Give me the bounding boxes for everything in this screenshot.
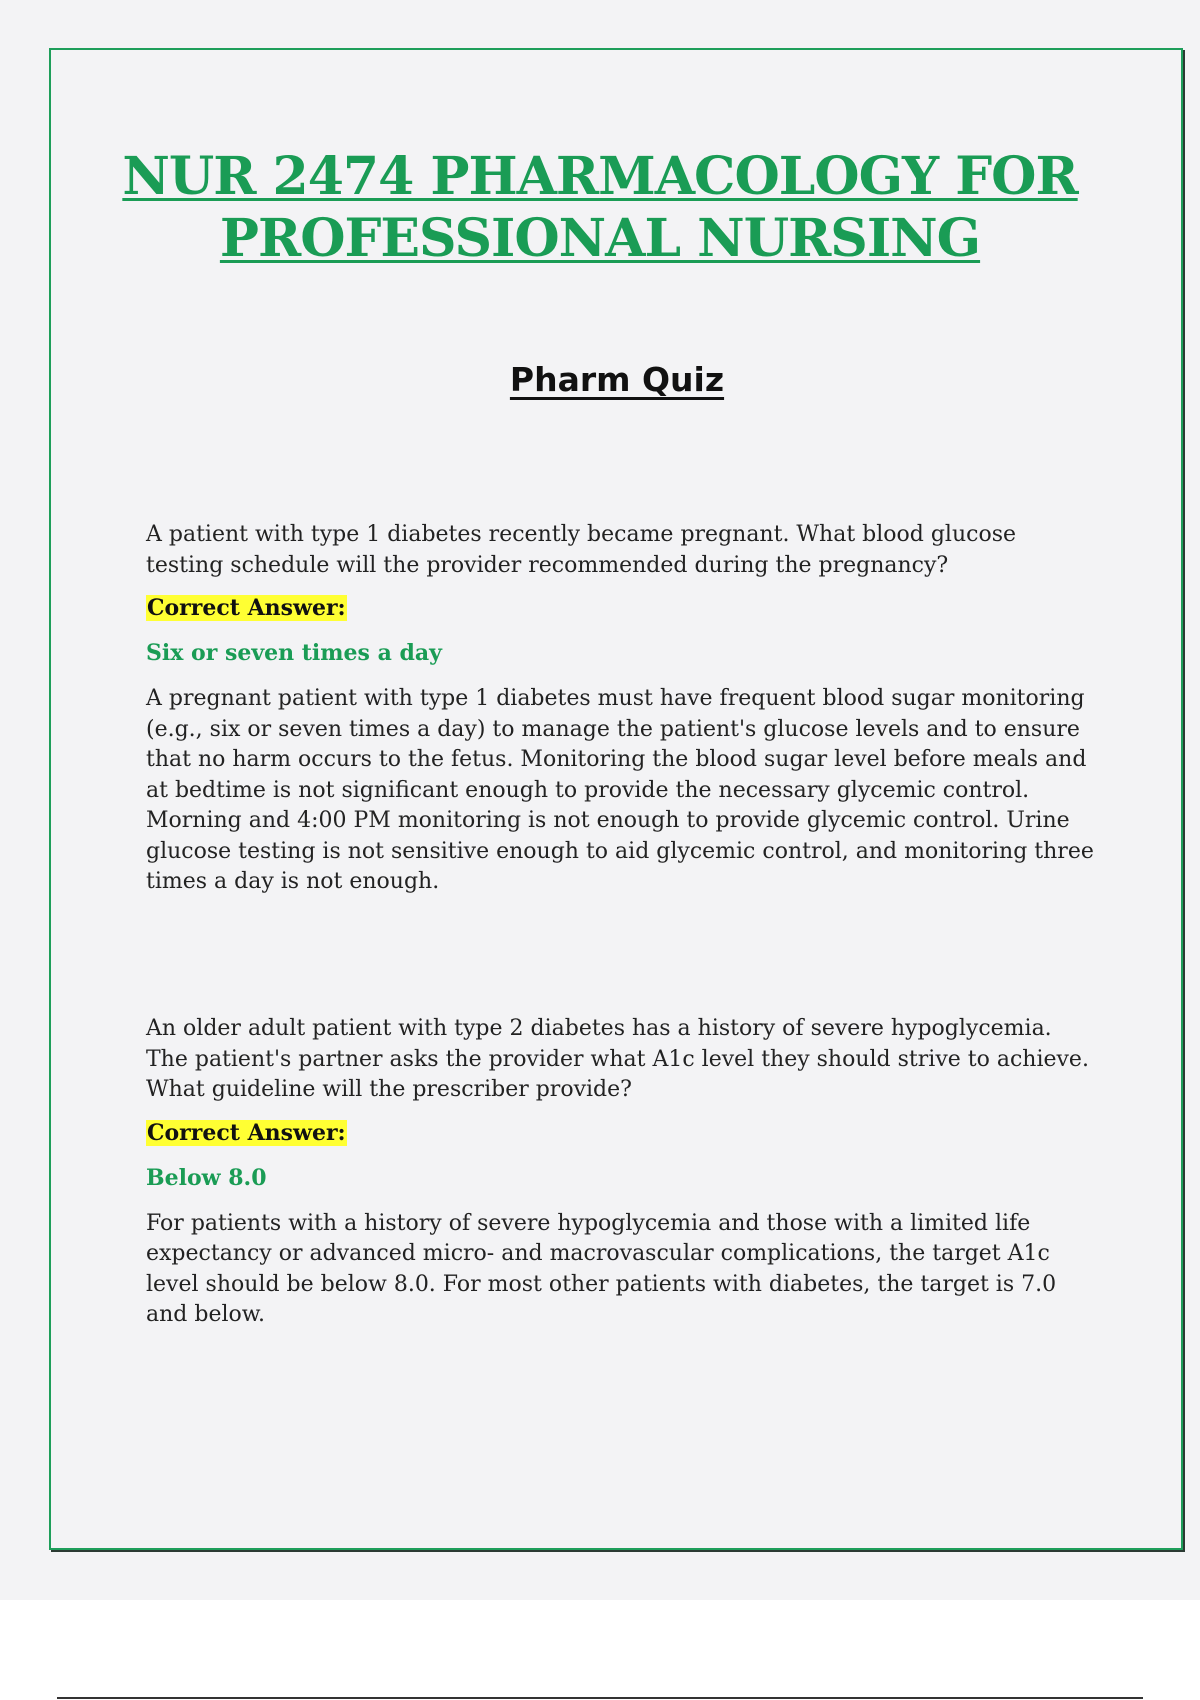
document-title-line1: NUR 2474 PHARMACOLOGY FOR	[122, 146, 1078, 207]
question-block-2	[146, 1014, 1096, 1331]
footer-divider	[57, 1697, 1143, 1699]
document-title	[0, 146, 1200, 270]
question-text: A patient with type 1 diabetes recently became pregnant. What blood glucose testing schedule will the provider recommended during the pregnancy?	[146, 522, 1017, 578]
subtitle-text: Pharm Quiz	[509, 360, 725, 399]
question-block-1	[146, 520, 1096, 898]
answer-explanation: A pregnant patient with type 1 diabetes must have frequent blood sugar monitoring (e.g., six or seven times a day) to manage the patient's glucose levels and to ensure that no harm occurs to the fetus. Monitoring the blood sugar level before meals and at bedtime is not significant enough to provide the necessary glycemic control. Morning and 4:00 PM monitoring is not enough to provide glycemic control. Urine glucose testing is not sensitive enough to aid glycemic control, and monitoring three times a day is not enough.	[146, 686, 1094, 894]
correct-answer-label-line	[146, 593, 1096, 624]
correct-answer-label: Correct Answer:	[147, 1119, 346, 1146]
correct-answer-text: Below 8.0	[146, 1164, 267, 1191]
answer-explanation: For patients with a history of severe hypoglycemia and those with a limited life expectancy or advanced micro- and macrovascular complications, the target A1c level should be below 8.0. For most other patients with diabetes, the target is 7.0 and below.	[146, 1210, 1057, 1327]
correct-answer-label: Correct Answer:	[147, 595, 346, 621]
correct-answer-text: Six or seven times a day	[146, 640, 442, 666]
correct-answer-label-line	[146, 1118, 1096, 1149]
document-subtitle	[0, 360, 1200, 400]
question-text: An older adult patient with type 2 diabetes has a history of severe hypoglycemia. The patient's partner asks the provider what A1c level they should strive to achieve. What guideline will the prescriber provide?	[146, 1016, 1089, 1102]
document-title-line2: PROFESSIONAL NURSING	[219, 208, 981, 269]
